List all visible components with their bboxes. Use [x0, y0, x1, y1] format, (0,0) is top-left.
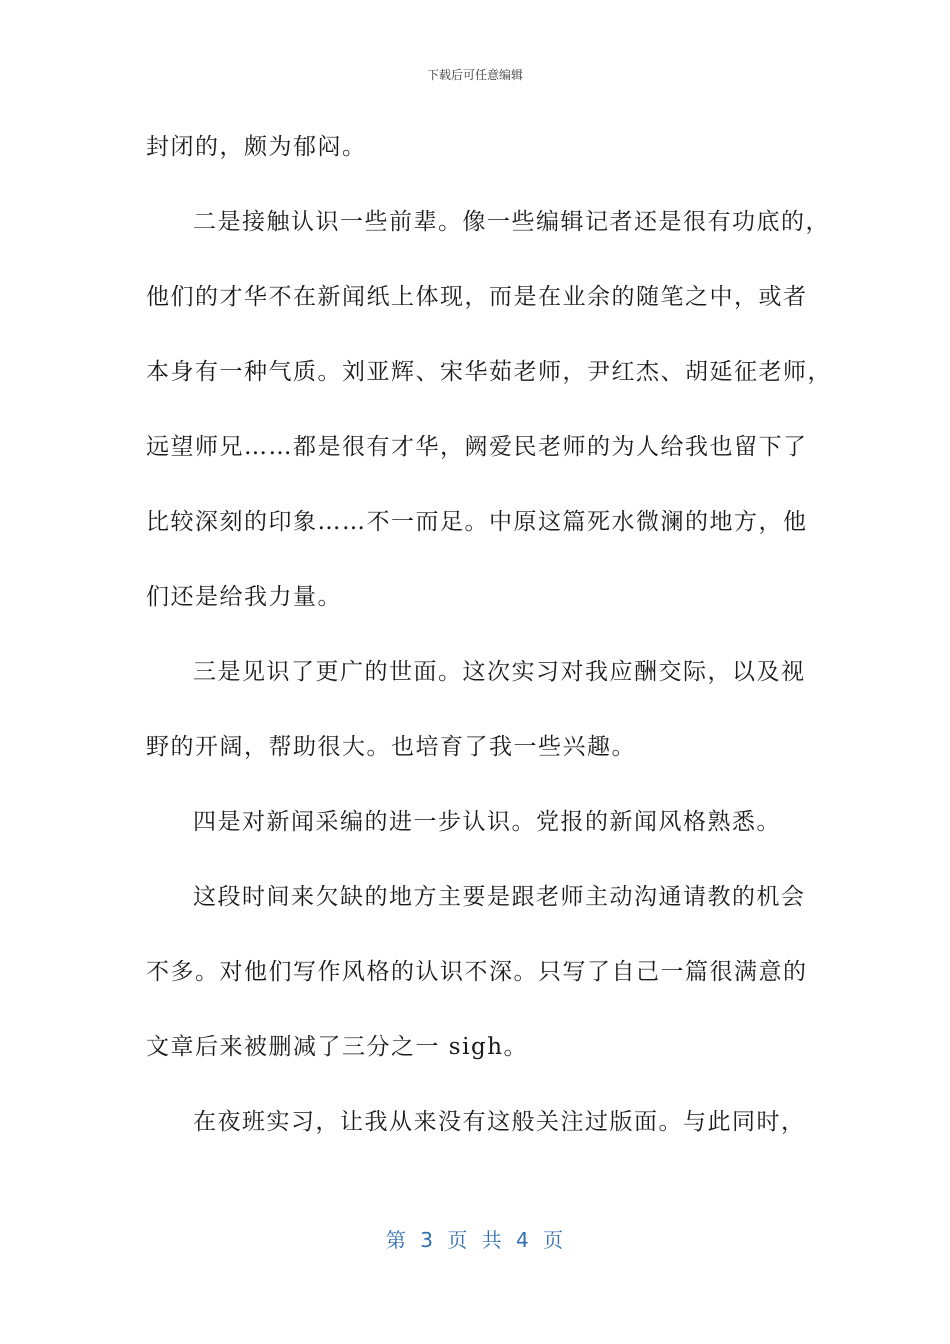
paragraph-start-line: 在夜班实习，让我从来没有这般关注过版面。与此同时，: [193, 1109, 806, 1135]
paragraph-start-line: 三是见识了更广的世面。这次实习对我应酬交际，以及视: [193, 659, 806, 685]
text-line: 本身有一种气质。刘亚辉、宋华茹老师，尹红杰、胡延征老师，: [146, 359, 832, 385]
document-body: [146, 118, 832, 1168]
text-line: 远望师兄……都是很有才华，阙爱民老师的为人给我也留下了: [146, 434, 808, 460]
paragraph-start-line: 二是接触认识一些前辈。像一些编辑记者还是很有功底的，: [193, 209, 830, 235]
page-header: 下载后可任意编辑: [426, 68, 523, 82]
text-line: 不多。对他们写作风格的认识不深。只写了自己一篇很满意的: [146, 959, 808, 985]
text-line: 比较深刻的印象……不一而足。中原这篇死水微澜的地方，他: [146, 509, 808, 535]
paragraph-start-line: 这段时间来欠缺的地方主要是跟老师主动沟通请教的机会: [193, 884, 806, 910]
text-line: 他们的才华不在新闻纸上体现，而是在业余的随笔之中，或者: [146, 284, 808, 310]
text-line: 封闭的，颇为郁闷。: [146, 134, 367, 160]
text-line: 文章后来被删减了三分之一 sigh。: [146, 1034, 529, 1060]
text-line: 野的开阔，帮助很大。也培育了我一些兴趣。: [146, 734, 636, 760]
text-line: 们还是给我力量。: [146, 584, 342, 610]
paragraph-start-line: 四是对新闻采编的进一步认识。党报的新闻风格熟悉。: [193, 809, 781, 835]
page-number-footer: 第 3 页 共 4 页: [385, 1228, 565, 1252]
